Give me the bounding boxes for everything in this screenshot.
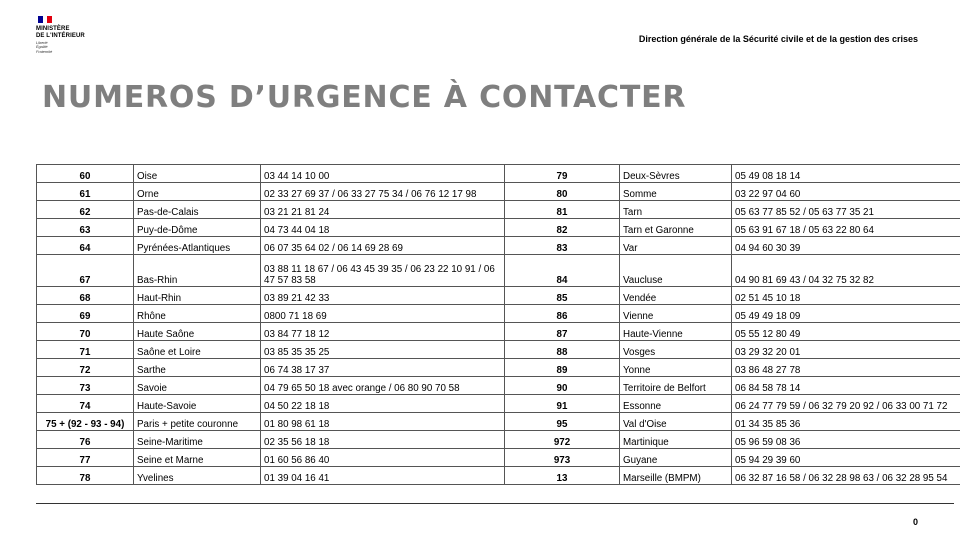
phone-cell: 06 32 87 16 58 / 06 32 28 98 63 / 06 32 28 95 54	[732, 467, 960, 485]
dept-number-cell: 89	[505, 359, 620, 377]
phone-cell: 01 34 35 85 36	[732, 413, 960, 431]
table-row	[37, 413, 960, 431]
dept-number-cell: 85	[505, 287, 620, 305]
phone-cell: 04 94 60 30 39	[732, 237, 960, 255]
phone-cell: 05 94 29 39 60	[732, 449, 960, 467]
phone-cell: 06 24 77 79 59 / 06 32 79 20 92 / 06 33 00 71 72	[732, 395, 960, 413]
phone-cell: 03 44 14 10 00	[261, 165, 505, 183]
dept-number-cell: 82	[505, 219, 620, 237]
dept-name-cell: Tarn	[620, 201, 732, 219]
dept-name-cell: Pyrénées-Atlantiques	[134, 237, 261, 255]
dept-number-cell: 80	[505, 183, 620, 201]
phone-cell: 04 90 81 69 43 / 04 32 75 32 82	[732, 255, 960, 287]
dept-number-cell: 67	[37, 255, 134, 287]
phone-cell: 03 85 35 35 25	[261, 341, 505, 359]
phone-cell: 01 60 56 86 40	[261, 449, 505, 467]
dept-number-cell: 83	[505, 237, 620, 255]
dept-name-cell: Vaucluse	[620, 255, 732, 287]
emergency-contacts-table	[36, 164, 960, 485]
table-row	[37, 377, 960, 395]
dept-name-cell: Oise	[134, 165, 261, 183]
phone-cell: 05 49 49 18 09	[732, 305, 960, 323]
dept-number-cell: 88	[505, 341, 620, 359]
dept-name-cell: Somme	[620, 183, 732, 201]
dept-name-cell: Bas-Rhin	[134, 255, 261, 287]
phone-cell: 03 21 21 81 24	[261, 201, 505, 219]
table-row	[37, 237, 960, 255]
table-row	[37, 323, 960, 341]
flag-stripe-red	[47, 16, 52, 23]
dept-number-cell: 62	[37, 201, 134, 219]
table-row	[37, 341, 960, 359]
dept-number-cell: 972	[505, 431, 620, 449]
dept-number-cell: 70	[37, 323, 134, 341]
ministry-logo	[36, 16, 116, 54]
ministry-name-line: MINISTÈRE	[36, 26, 70, 32]
phone-cell: 05 96 59 08 36	[732, 431, 960, 449]
dept-name-cell: Territoire de Belfort	[620, 377, 732, 395]
phone-cell: 03 22 97 04 60	[732, 183, 960, 201]
dept-number-cell: 60	[37, 165, 134, 183]
dept-name-cell: Haut-Rhin	[134, 287, 261, 305]
dept-number-cell: 13	[505, 467, 620, 485]
table-row	[37, 305, 960, 323]
phone-cell: 04 50 22 18 18	[261, 395, 505, 413]
dept-name-cell: Yonne	[620, 359, 732, 377]
phone-cell: 02 51 45 10 18	[732, 287, 960, 305]
phone-cell: 03 89 21 42 33	[261, 287, 505, 305]
phone-cell: 01 39 04 16 41	[261, 467, 505, 485]
phone-cell: 06 84 58 78 14	[732, 377, 960, 395]
table-row	[37, 255, 960, 287]
dept-name-cell: Vendée	[620, 287, 732, 305]
phone-cell: 03 29 32 20 01	[732, 341, 960, 359]
dept-number-cell: 64	[37, 237, 134, 255]
dept-name-cell: Rhône	[134, 305, 261, 323]
phone-cell: 03 88 11 18 67 / 06 43 45 39 35 / 06 23 22 10 91 / 06 47 57 83 58	[261, 255, 505, 287]
ministry-name	[36, 26, 116, 39]
dept-number-cell: 77	[37, 449, 134, 467]
phone-cell: 02 35 56 18 18	[261, 431, 505, 449]
phone-cell: 03 84 77 18 12	[261, 323, 505, 341]
phone-cell: 06 74 38 17 37	[261, 359, 505, 377]
dept-name-cell: Guyane	[620, 449, 732, 467]
dept-number-cell: 75 + (92 - 93 - 94)	[37, 413, 134, 431]
footer-divider	[36, 503, 954, 504]
page-title: NUMEROS D’URGENCE À CONTACTER	[42, 80, 687, 115]
dept-name-cell: Saône et Loire	[134, 341, 261, 359]
table-row	[37, 431, 960, 449]
dept-number-cell: 61	[37, 183, 134, 201]
motto-line: Égalité	[36, 45, 48, 50]
table-row	[37, 449, 960, 467]
dept-number-cell: 78	[37, 467, 134, 485]
republic-motto	[36, 41, 116, 54]
dept-number-cell: 973	[505, 449, 620, 467]
dept-number-cell: 87	[505, 323, 620, 341]
phone-cell: 05 63 77 85 52 / 05 63 77 35 21	[732, 201, 960, 219]
phone-cell: 05 55 12 80 49	[732, 323, 960, 341]
phone-cell: 05 63 91 67 18 / 05 63 22 80 64	[732, 219, 960, 237]
dept-number-cell: 84	[505, 255, 620, 287]
phone-cell: 04 79 65 50 18 avec orange / 06 80 90 70 58	[261, 377, 505, 395]
dept-number-cell: 72	[37, 359, 134, 377]
table-row	[37, 201, 960, 219]
dept-number-cell: 71	[37, 341, 134, 359]
dept-number-cell: 76	[37, 431, 134, 449]
dept-name-cell: Vienne	[620, 305, 732, 323]
dept-name-cell: Savoie	[134, 377, 261, 395]
dept-name-cell: Haute Saône	[134, 323, 261, 341]
dept-number-cell: 86	[505, 305, 620, 323]
dept-number-cell: 69	[37, 305, 134, 323]
dept-name-cell: Puy-de-Dôme	[134, 219, 261, 237]
dept-name-cell: Var	[620, 237, 732, 255]
table-row	[37, 165, 960, 183]
dept-name-cell: Marseille (BMPM)	[620, 467, 732, 485]
dept-number-cell: 74	[37, 395, 134, 413]
dept-number-cell: 90	[505, 377, 620, 395]
dept-name-cell: Tarn et Garonne	[620, 219, 732, 237]
dept-name-cell: Haute-Savoie	[134, 395, 261, 413]
french-flag-icon	[38, 16, 52, 23]
dept-name-cell: Yvelines	[134, 467, 261, 485]
dept-number-cell: 63	[37, 219, 134, 237]
phone-cell: 06 07 35 64 02 / 06 14 69 28 69	[261, 237, 505, 255]
table-row	[37, 287, 960, 305]
phone-cell: 04 73 44 04 18	[261, 219, 505, 237]
dept-name-cell: Deux-Sèvres	[620, 165, 732, 183]
page-number: 0	[912, 517, 918, 527]
dept-name-cell: Sarthe	[134, 359, 261, 377]
table-row	[37, 467, 960, 485]
dept-number-cell: 73	[37, 377, 134, 395]
dept-number-cell: 81	[505, 201, 620, 219]
dept-name-cell: Essonne	[620, 395, 732, 413]
dept-number-cell: 68	[37, 287, 134, 305]
table-row	[37, 359, 960, 377]
table-row	[37, 395, 960, 413]
dept-name-cell: Seine et Marne	[134, 449, 261, 467]
dept-name-cell: Haute-Vienne	[620, 323, 732, 341]
phone-cell: 02 33 27 69 37 / 06 33 27 75 34 / 06 76 12 17 98	[261, 183, 505, 201]
phone-cell: 0800 71 18 69	[261, 305, 505, 323]
dept-number-cell: 79	[505, 165, 620, 183]
dept-name-cell: Val d'Oise	[620, 413, 732, 431]
phone-cell: 05 49 08 18 14	[732, 165, 960, 183]
dept-name-cell: Paris + petite couronne	[134, 413, 261, 431]
motto-line: Fraternité	[36, 49, 53, 54]
table-row	[37, 219, 960, 237]
phone-cell: 01 80 98 61 18	[261, 413, 505, 431]
table-row	[37, 183, 960, 201]
dept-name-cell: Vosges	[620, 341, 732, 359]
ministry-name-line: DE L'INTÉRIEUR	[36, 32, 85, 39]
motto-line: Liberté	[36, 41, 48, 45]
phone-cell: 03 86 48 27 78	[732, 359, 960, 377]
dept-name-cell: Pas-de-Calais	[134, 201, 261, 219]
dept-number-cell: 91	[505, 395, 620, 413]
dept-name-cell: Seine-Maritime	[134, 431, 261, 449]
dept-name-cell: Martinique	[620, 431, 732, 449]
dept-name-cell: Orne	[134, 183, 261, 201]
dept-number-cell: 95	[505, 413, 620, 431]
direction-header: Direction générale de la Sécurité civile et de la gestion des crises	[638, 34, 918, 44]
